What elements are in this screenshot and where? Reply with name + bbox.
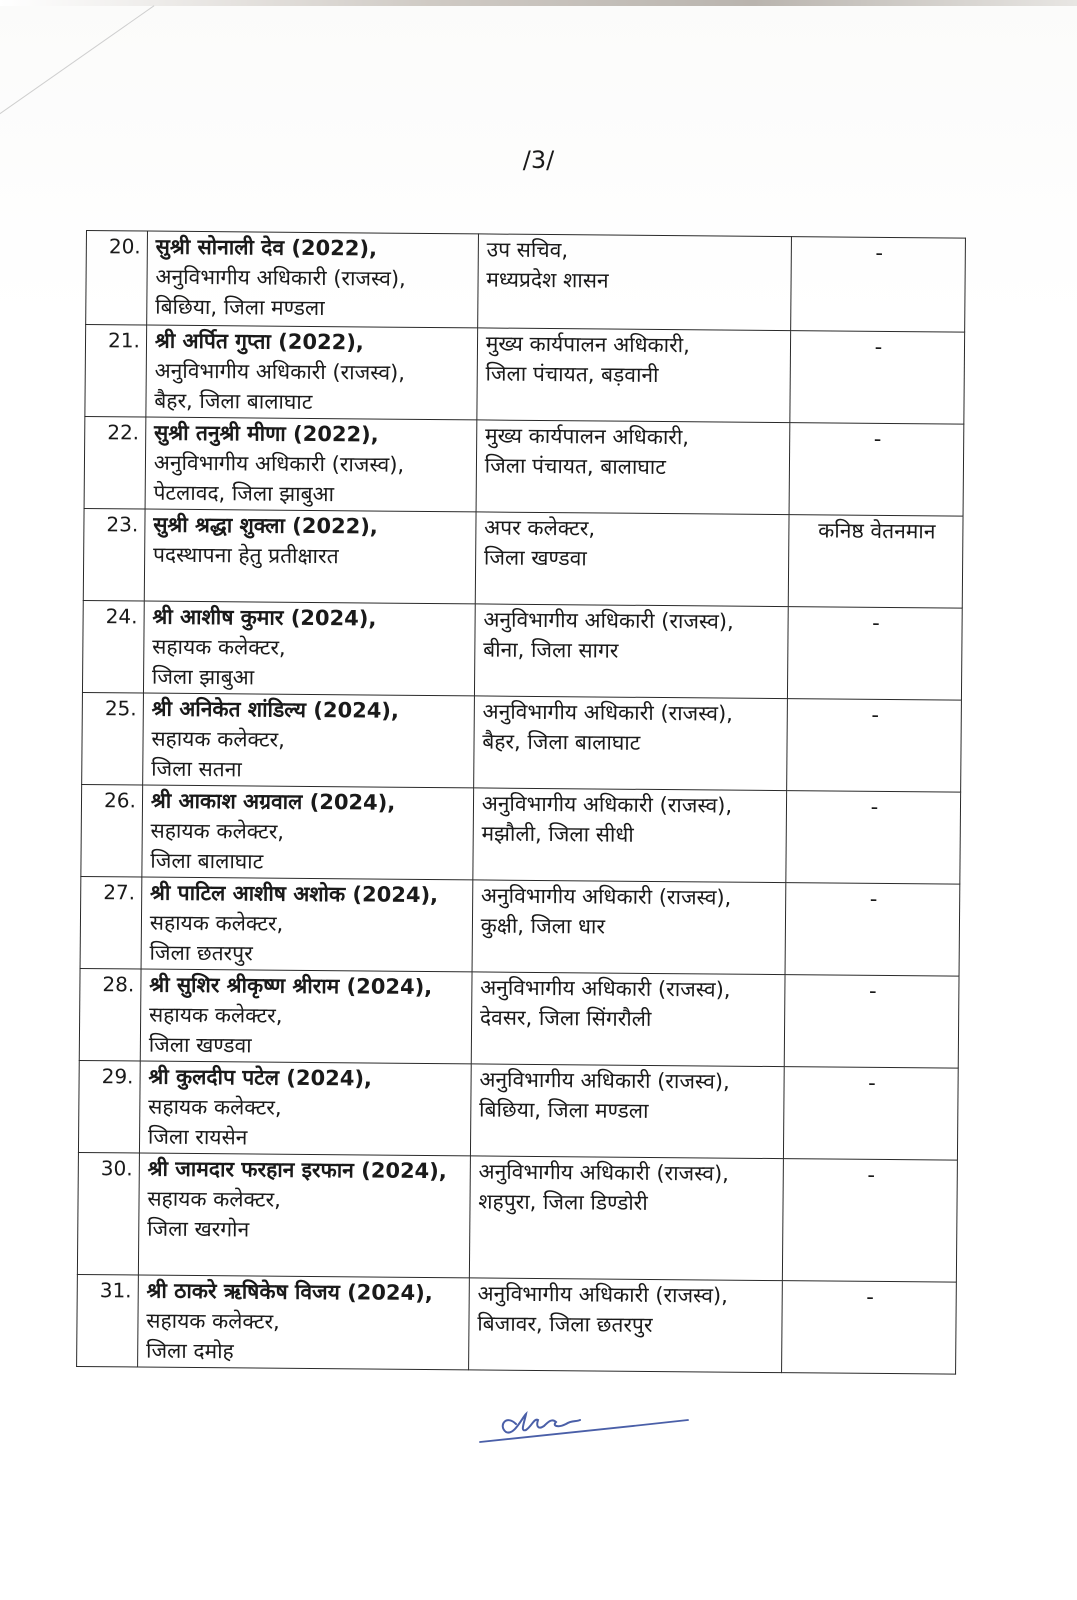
table-row [78, 1060, 958, 1160]
officer-cell [143, 693, 475, 788]
current-posting-line: सहायक कलेक्टर, [150, 818, 285, 844]
new-posting-cell [473, 696, 787, 791]
officer-cell [140, 969, 472, 1064]
new-posting-line: अनुविभागीय अधिकारी (राजस्व), [477, 1281, 728, 1308]
officer-name: श्री अर्पित गुप्ता (2022), [154, 328, 364, 355]
new-posting-cell [468, 1278, 782, 1373]
serial-number: 20. [86, 231, 148, 326]
officer-name: श्री अनिकेत शांडिल्य (2024), [151, 696, 400, 723]
table-row [79, 968, 959, 1068]
officer-cell [146, 325, 478, 420]
current-posting-line: अनुविभागीय अधिकारी (राजस्व), [154, 358, 406, 385]
new-posting-line: उप सचिव, [486, 237, 569, 263]
new-posting-cell [477, 234, 791, 331]
remark-cell: - [789, 423, 964, 517]
remark-cell: - [786, 791, 961, 885]
officer-cell [141, 877, 473, 972]
officer-name: सुश्री सोनाली देव (2022), [155, 234, 378, 261]
table-row [77, 1152, 957, 1282]
serial-number: 27. [80, 876, 142, 969]
serial-number: 28. [79, 968, 141, 1061]
officer-cell [137, 1275, 469, 1370]
new-posting-line: बिछिया, जिला मण्डला [479, 1097, 649, 1123]
new-posting-line: जिला पंचायत, बालाघाट [484, 453, 666, 480]
officer-name: श्री आशीष कुमार (2024), [152, 604, 377, 631]
officer-cell [138, 1153, 470, 1278]
new-posting-line: अनुविभागीय अधिकारी (राजस्व), [479, 1067, 730, 1094]
new-posting-line: अनुविभागीय अधिकारी (राजस्व), [478, 1159, 730, 1186]
current-posting-line: बैहर, जिला बालाघाट [154, 388, 313, 414]
officer-cell [145, 417, 477, 512]
current-posting-line: जिला रायसेन [147, 1124, 248, 1150]
table-row [77, 1274, 957, 1374]
new-posting-cell [475, 512, 789, 607]
new-posting-line: जिला पंचायत, बड़वानी [485, 361, 659, 388]
remark-cell: - [784, 975, 959, 1069]
signature [476, 1396, 696, 1456]
serial-number: 21. [85, 325, 147, 418]
current-posting-line: जिला खरगोन [147, 1216, 250, 1242]
officer-name: सुश्री श्रद्धा शुक्ला (2022), [153, 512, 378, 539]
officer-name: श्री कुलदीप पटेल (2024), [148, 1064, 373, 1091]
current-posting-line: अनुविभागीय अधिकारी (राजस्व), [155, 264, 406, 291]
new-posting-cell [474, 604, 788, 699]
new-posting-line: देवसर, जिला सिंगरौली [479, 1005, 652, 1031]
new-posting-cell [471, 972, 785, 1067]
serial-number: 30. [77, 1152, 139, 1275]
new-posting-line: अनुविभागीय अधिकारी (राजस्व), [481, 791, 733, 818]
current-posting-line: जिला खण्डवा [148, 1032, 252, 1058]
new-posting-line: अनुविभागीय अधिकारी (राजस्व), [480, 975, 731, 1002]
remark-cell: कनिष्ठ वेतनमान [788, 515, 963, 609]
new-posting-cell [473, 788, 787, 883]
serial-number: 22. [84, 416, 146, 509]
current-posting-line: सहायक कलेक्टर, [147, 1186, 281, 1212]
new-posting-line: बीना, जिला सागर [483, 637, 619, 663]
officer-name: श्री जामदार फरहान इरफान (2024), [147, 1156, 447, 1184]
paper-fold [0, 5, 154, 121]
page-number: /3/ [522, 146, 555, 174]
current-posting-line: जिला छतरपुर [149, 940, 253, 966]
remark-cell: - [781, 1281, 956, 1375]
table-row [86, 231, 966, 333]
current-posting-line: सहायक कलेक्टर, [148, 1002, 283, 1028]
new-posting-line: जिला खण्डवा [483, 545, 587, 571]
new-posting-line: बैहर, जिला बालाघाट [482, 729, 641, 755]
officer-cell [142, 785, 474, 880]
new-posting-line: मुख्य कार्यपालन अधिकारी, [485, 331, 690, 358]
paper-edge [0, 0, 1077, 6]
new-posting-cell [470, 1064, 784, 1159]
officer-name: श्री ठाकरे ऋषिकेष विजय (2024), [146, 1278, 433, 1306]
current-posting-line: जिला बालाघाट [150, 848, 264, 874]
table-row [82, 692, 962, 792]
new-posting-line: शहपुरा, जिला डिण्डोरी [478, 1189, 648, 1215]
serial-number: 26. [81, 784, 143, 877]
table-row [80, 876, 960, 976]
remark-cell: - [791, 237, 966, 333]
new-posting-line: अनुविभागीय अधिकारी (राजस्व), [482, 699, 734, 726]
officer-name: श्री सुशिर श्रीकृष्ण श्रीराम (2024), [149, 972, 433, 1000]
transfer-table-body [77, 231, 966, 1375]
current-posting-line: पेटलावद, जिला झाबुआ [153, 480, 335, 507]
current-posting-line: सहायक कलेक्टर, [149, 910, 284, 936]
officer-cell [147, 231, 479, 328]
current-posting-line: सहायक कलेक्टर, [152, 634, 286, 660]
current-posting-line: जिला सतना [151, 756, 242, 782]
new-posting-line: मझौली, जिला सीधी [481, 821, 634, 847]
table-row [84, 416, 964, 516]
current-posting-line: जिला झाबुआ [151, 664, 255, 690]
new-posting-line: बिजावर, जिला छतरपुर [477, 1311, 653, 1337]
serial-number: 24. [82, 600, 144, 693]
serial-number: 31. [77, 1274, 139, 1367]
serial-number: 25. [82, 692, 144, 785]
remark-cell: - [787, 607, 962, 701]
current-posting-line: बिछिया, जिला मण्डला [155, 294, 325, 321]
new-posting-line: मध्यप्रदेश शासन [486, 267, 609, 293]
new-posting-cell [469, 1156, 783, 1281]
new-posting-line: मुख्य कार्यपालन अधिकारी, [484, 423, 690, 450]
new-posting-line: अनुविभागीय अधिकारी (राजस्व), [483, 607, 734, 634]
new-posting-line: अनुविभागीय अधिकारी (राजस्व), [480, 883, 732, 910]
serial-number: 29. [78, 1060, 140, 1153]
officer-cell [144, 509, 476, 604]
remark-cell: - [790, 331, 965, 425]
new-posting-cell [472, 880, 786, 975]
table-row [82, 600, 962, 700]
table-row [85, 325, 965, 425]
officer-cell [143, 601, 475, 696]
current-posting-line: सहायक कलेक्टर, [151, 726, 285, 752]
serial-number: 23. [83, 508, 145, 601]
table-row [83, 508, 963, 608]
new-posting-cell [476, 420, 790, 515]
current-posting-line: जिला दमोह [145, 1338, 234, 1364]
officer-name: श्री पाटिल आशीष अशोक (2024), [149, 880, 439, 908]
new-posting-cell [477, 328, 791, 423]
current-posting-line: सहायक कलेक्टर, [146, 1308, 280, 1334]
transfer-table [76, 230, 966, 1375]
remark-cell: - [783, 1067, 958, 1161]
current-posting-line: अनुविभागीय अधिकारी (राजस्व), [153, 450, 405, 477]
current-posting-line: पदस्थापना हेतु प्रतीक्षारत [152, 542, 339, 569]
officer-name: सुश्री तनुश्री मीणा (2022), [153, 420, 379, 447]
new-posting-line: कुक्षी, जिला धार [480, 913, 606, 939]
new-posting-line: अपर कलेक्टर, [484, 515, 596, 541]
officer-name: श्री आकाश अग्रवाल (2024), [150, 788, 396, 815]
table-row [81, 784, 961, 884]
remark-cell: - [782, 1159, 957, 1283]
remark-cell: - [785, 883, 960, 977]
current-posting-line: सहायक कलेक्टर, [148, 1094, 282, 1120]
officer-cell [139, 1061, 471, 1156]
remark-cell: - [786, 699, 961, 793]
